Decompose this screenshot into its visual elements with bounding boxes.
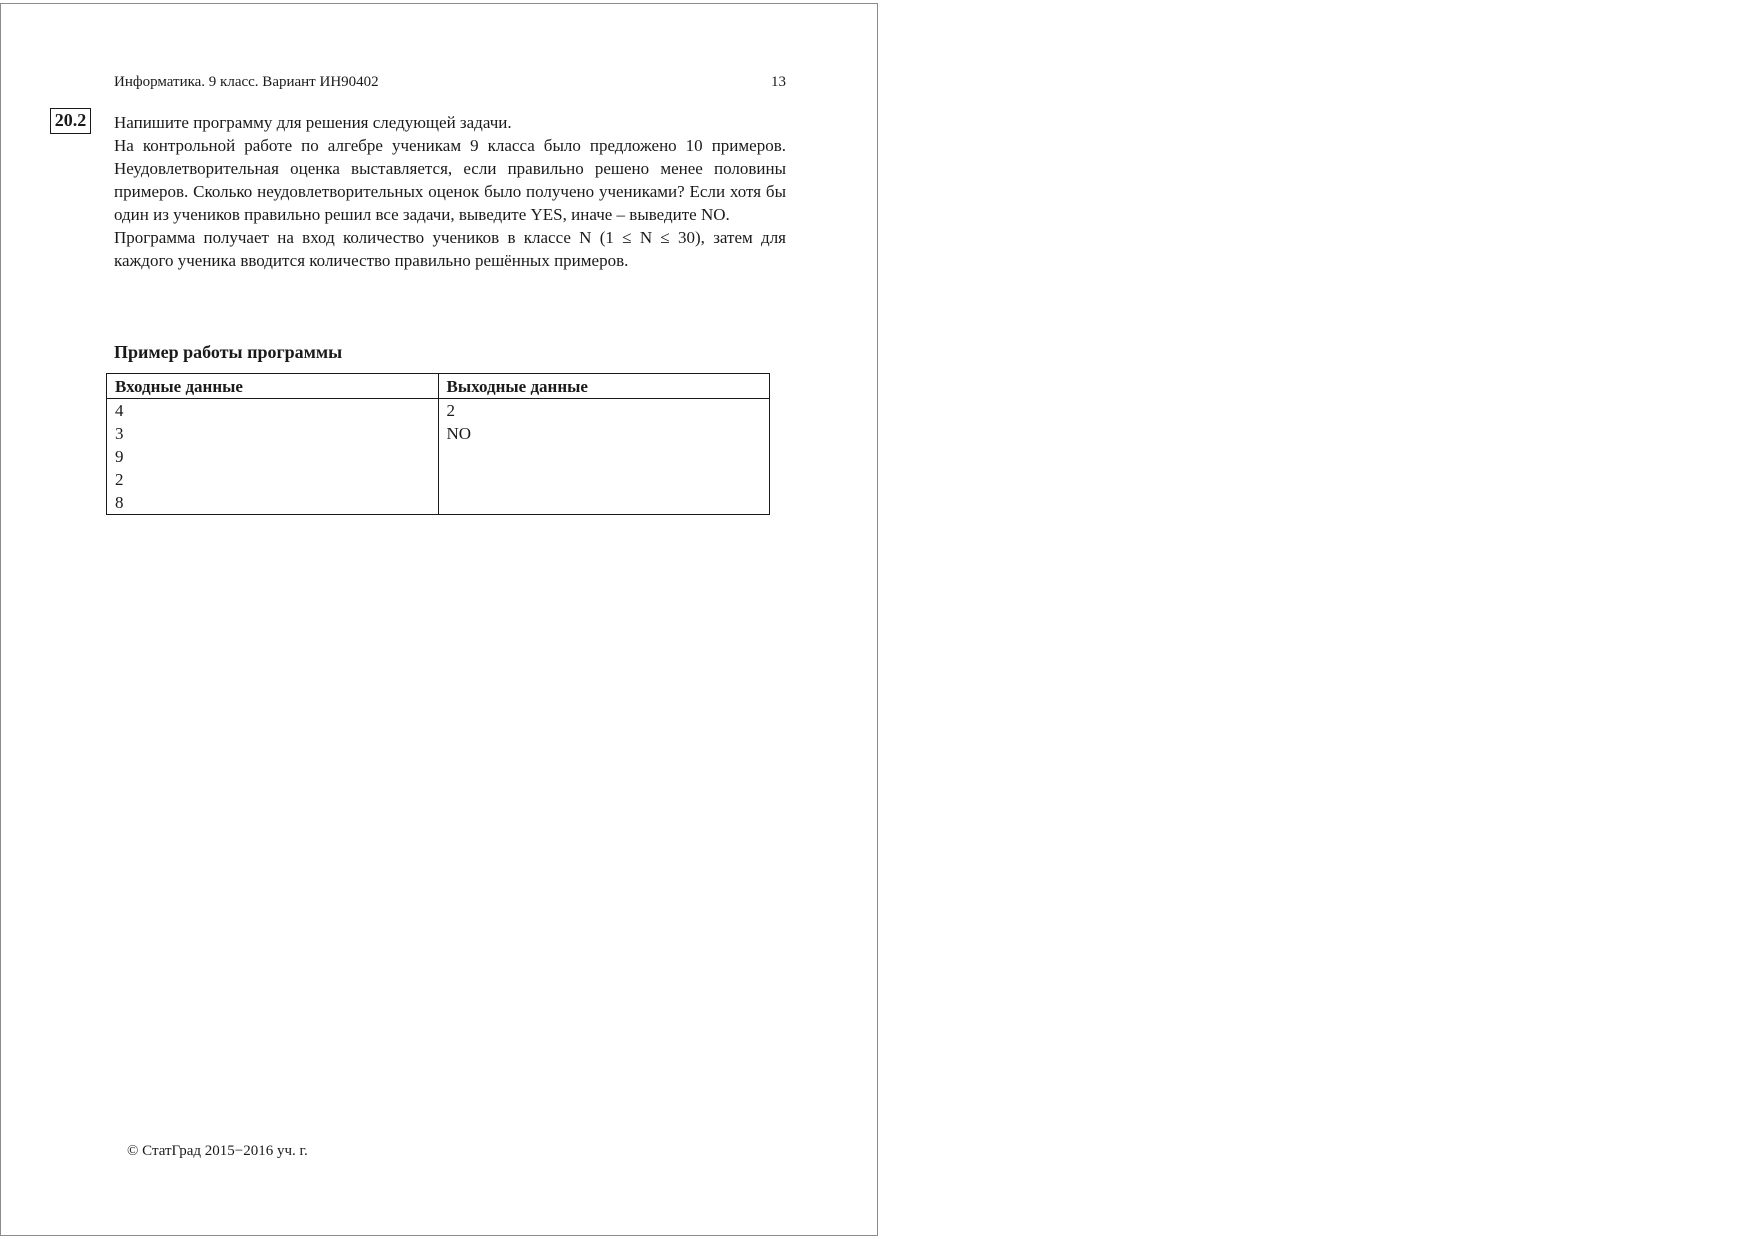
footer-copyright: © СтатГрад 2015−2016 уч. г.	[127, 1143, 308, 1159]
example-heading: Пример работы программы	[114, 342, 343, 362]
input-line: 9	[115, 447, 124, 466]
input-line: 2	[115, 470, 124, 489]
input-line: 4	[115, 401, 124, 420]
task-paragraph-intro: Напишите программу для решения следующей задачи.	[114, 113, 512, 132]
input-data-cell	[107, 399, 439, 515]
document-page	[0, 3, 878, 1236]
header-title: Информатика. 9 класс. Вариант ИН90402	[114, 74, 379, 90]
task-statement	[114, 111, 786, 272]
task-paragraph-problem: На контрольной работе по алгебре ученикам 9 класса было предложено 10 примеров. Неудовлетворительная оценка выставляется, если правильно решено менее половины примеров. Сколько неудовлетворительных оценок было получено учениками? Если хотя бы один из учеников правильно решил все задачи, выведите YES, иначе – выведите NO.	[114, 136, 786, 224]
input-column-header: Входные данные	[107, 374, 439, 399]
table-header-row	[107, 374, 770, 399]
page-number: 13	[771, 74, 786, 90]
input-line: 8	[115, 493, 124, 512]
table-row	[107, 399, 770, 515]
task-number-badge: 20.2	[50, 108, 91, 134]
output-line: NO	[446, 424, 472, 443]
task-paragraph-input-spec: Программа получает на вход количество учеников в классе N (1 ≤ N ≤ 30), затем для каждого ученика вводится количество правильно решённых примеров.	[114, 228, 786, 270]
example-table	[106, 373, 770, 515]
input-line: 3	[115, 424, 124, 443]
output-line: 2	[446, 401, 455, 420]
output-data-cell	[438, 399, 770, 515]
output-column-header: Выходные данные	[438, 374, 770, 399]
